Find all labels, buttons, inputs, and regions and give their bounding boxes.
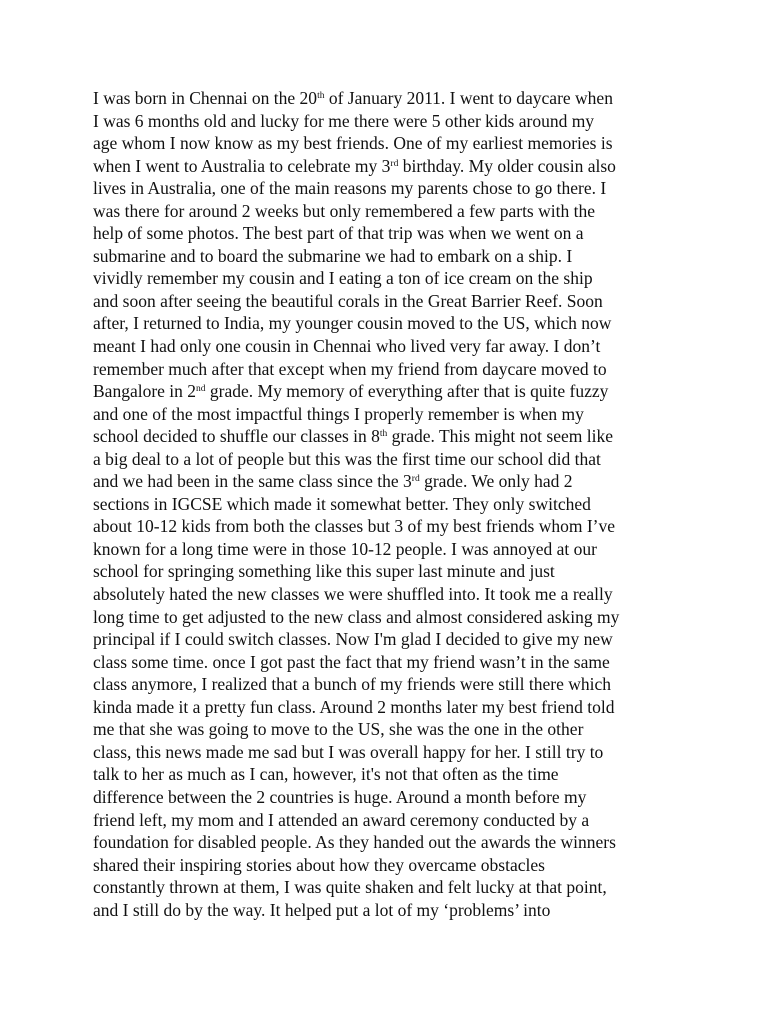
text-line [93,899,683,922]
text-line [93,222,683,245]
text-segment: school decided to shuffle our classes in 8 [93,426,380,447]
text-segment: known for a long time were in those 10-12 people. I was annoyed at our [93,538,597,559]
ordinal-superscript: th [379,429,388,440]
text-segment: about 10-12 kids from both the classes but 3 of my best friends whom I’ve [93,516,615,537]
text-line [93,876,683,899]
text-line [93,628,683,651]
text-line [93,763,683,786]
text-line [93,538,683,561]
text-line [93,696,683,719]
text-line [93,809,683,832]
text-segment: after, I returned to India, my younger cousin moved to the US, which now [93,313,612,334]
text-line [93,312,683,335]
text-segment: I was born in Chennai on the 20 [93,88,318,108]
text-line [93,403,683,426]
text-segment: a big deal to a lot of people but this was the first time our school did that [93,448,601,469]
text-line [93,335,683,358]
text-segment: constantly thrown at them, I was quite shaken and felt lucky at that point, [93,877,607,898]
text-segment: birthday. My older cousin also [398,155,616,176]
text-segment: submarine and to board the submarine we had to embark on a ship. I [93,245,573,266]
text-segment: school for springing something like this super last minute and just [93,561,555,582]
body-paragraph [93,87,683,921]
text-segment: me that she was going to move to the US, she was the one in the other [93,719,584,740]
text-line [93,741,683,764]
text-line [93,380,683,403]
ordinal-superscript: rd [390,158,399,169]
text-segment: kinda made it a pretty fun class. Around 2 months later my best friend told [93,696,615,717]
text-segment: age whom I now know as my best friends. One of my earliest memories is [93,133,613,154]
text-segment: shared their inspiring stories about how they overcame obstacles [93,854,545,875]
text-line [93,515,683,538]
text-segment: and I still do by the way. It helped put a lot of my ‘problems’ into [93,899,551,920]
text-line [93,267,683,290]
text-segment: foundation for disabled people. As they handed out the awards the winners [93,832,616,853]
text-segment: grade. My memory of everything after that is quite fuzzy [205,381,609,402]
ordinal-superscript: nd [196,384,206,395]
text-segment: class, this news made me sad but I was overall happy for her. I still try to [93,741,604,762]
text-segment: principal if I could switch classes. Now I'm glad I decided to give my new [93,629,613,650]
text-segment: and soon after seeing the beautiful corals in the Great Barrier Reef. Soon [93,290,603,311]
text-line [93,831,683,854]
text-segment: and we had been in the same class since the 3 [93,471,412,492]
text-segment: and one of the most impactful things I properly remember is when my [93,403,584,424]
text-line [93,673,683,696]
text-line [93,718,683,741]
text-segment: grade. This might not seem like [387,426,613,447]
text-line [93,606,683,629]
text-line [93,854,683,877]
text-segment: when I went to Australia to celebrate my 3 [93,155,391,176]
text-segment: Bangalore in 2 [93,381,197,402]
text-segment: of January 2011. I went to daycare when [324,88,613,108]
text-line [93,200,683,223]
text-segment: absolutely hated the new classes we were shuffled into. It took me a really [93,584,613,605]
text-segment: remember much after that except when my friend from daycare moved to [93,358,607,379]
text-line [93,560,683,583]
text-segment: meant I had only one cousin in Chennai who lived very far away. I don’t [93,336,601,357]
text-line [93,177,683,200]
text-line [93,786,683,809]
text-segment: help of some photos. The best part of that trip was when we went on a [93,223,584,244]
text-segment: lives in Australia, one of the main reasons my parents chose to go there. I [93,178,607,199]
text-segment: class some time. once I got past the fact that my friend wasn’t in the same [93,651,610,672]
text-segment: was there for around 2 weeks but only remembered a few parts with the [93,200,595,221]
text-line [93,87,683,110]
text-line [93,448,683,471]
text-segment: I was 6 months old and lucky for me there were 5 other kids around my [93,110,595,131]
text-segment: difference between the 2 countries is huge. Around a month before my [93,786,587,807]
text-segment: long time to get adjusted to the new class and almost considered asking my [93,606,620,627]
text-line [93,470,683,493]
text-line [93,651,683,674]
ordinal-superscript: th [317,91,325,101]
text-segment: vividly remember my cousin and I eating a ton of ice cream on the ship [93,268,593,289]
text-segment: grade. We only had 2 [419,471,573,492]
ordinal-superscript: rd [411,474,420,485]
text-line [93,132,683,155]
text-line [93,583,683,606]
text-line [93,425,683,448]
text-segment: class anymore, I realized that a bunch of my friends were still there which [93,674,612,695]
text-segment: talk to her as much as I can, however, it's not that often as the time [93,764,559,785]
text-line [93,358,683,381]
text-line [93,290,683,313]
text-segment: friend left, my mom and I attended an award ceremony conducted by a [93,809,590,830]
text-segment: sections in IGCSE which made it somewhat better. They only switched [93,493,591,514]
text-line [93,155,683,178]
text-line [93,110,683,133]
text-line [93,493,683,516]
text-line [93,245,683,268]
